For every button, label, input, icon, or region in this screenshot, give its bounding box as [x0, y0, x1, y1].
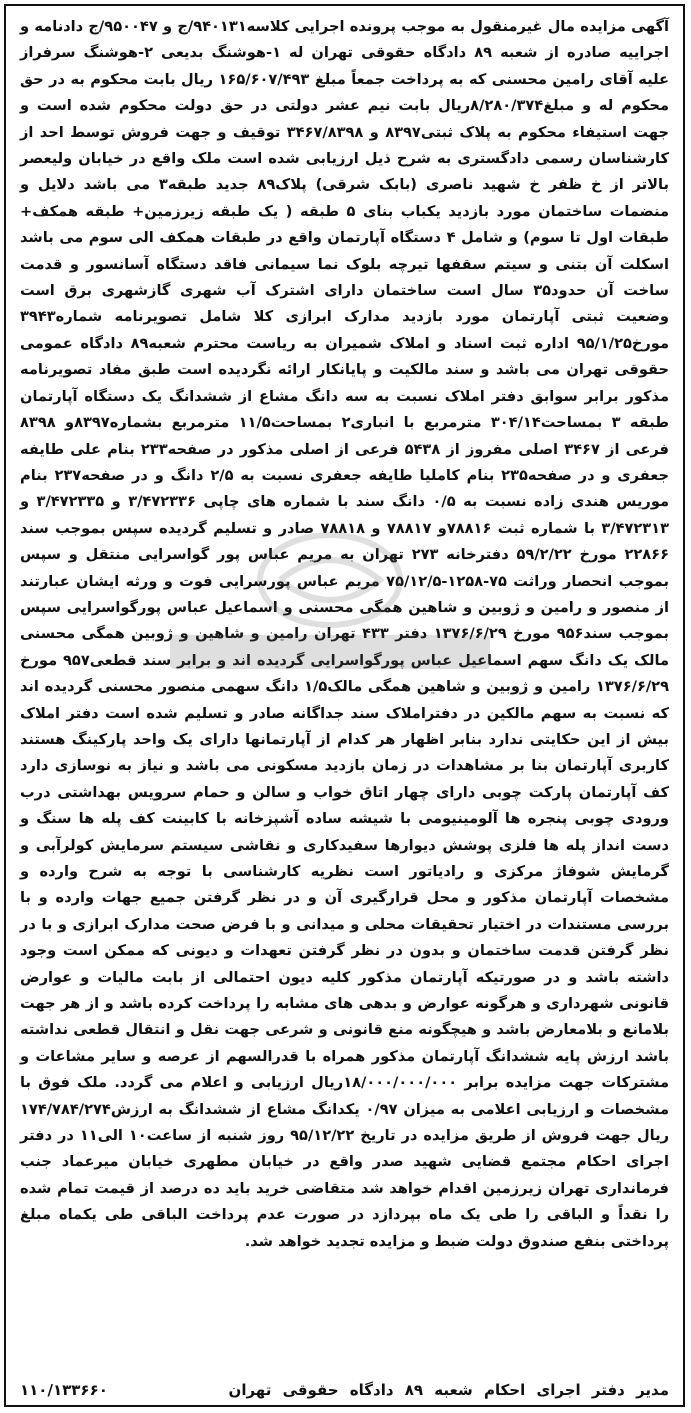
- notice-footer: [20, 1381, 669, 1399]
- notice-code: ۱۱۰/۱۳۳۶۶۰: [20, 1381, 108, 1399]
- notice-frame: [4, 4, 685, 1407]
- notice-body: آگهی مزایده مال غیرمنقول به موجب پرونده اجرایی کلاسه۹۴۰۱۳۱/ج و ۹۵۰۰۴۷/ج دادنامه و اجراییه صادره از شعبه ۸۹ دادگاه حقوقی تهران له ۱-هوشنگ بدیعی ۲-هوشنگ سرفراز علیه آقای رامین محسنی که به پرداخت جمعاً مبلغ ۱۶۵/۶۰۷/۴۹۳ ریال بابت محکوم به در حق محکوم له و مبلغ۸/۲۸۰/۳۷۴ریال بابت نیم عشر دولتی در حق دولت محکوم شده است و جهت استیفاء محکوم به پلاک ثبتی۸۳۹۷ و ۳۴۶۷/۸۳۹۸ توقیف و جهت فروش توسط احد از کارشناسان رسمی دادگستری به شرح ذیل ارزیابی شده است ملک واقع در خیابان ولیعصر بالاتر از خ ظفر خ شهید ناصری (بابک شرقی) پلاک۸۹ جدید طبقه۳ می باشد دلایل و منضمات ساختمان مورد بازدید یکباب بنای ۵ طبقه ( یک طبقه زیرزمین+ طبقه همکف+ طبقات اول تا سوم) و شامل ۴ دستگاه آپارتمان واقع در طبقات همکف الی سوم می باشد اسکلت آن بتنی و سیتم سقفها تیرچه بلوک نما سیمانی فاقد دستگاه آسانسور و قدمت ساخت آن حدود۳۵ سال است ساختمان دارای اشترک آب شهری گازشهری برق است وضعیت ثبتی آپارتمان مورد بازدید مدارک ابرازی کلا شامل تصویرنامه شماره۳۹۴۳ مورخ۹۵/۱/۲۵ اداره ثبت اسناد و املاک شمیران به ریاست محترم شعبه۸۹ دادگاه عمومی حقوقی تهران می باشد و سند مالکیت و پایانکار ارائه نگردیده است طبق مفاد تصویرنامه مذکور برابر سوابق دفتر املاک نسبت به سه دانگ مشاع از ششدانگ یک دستگاه آپارتمان طبقه ۳ بمساحت۳۰۴/۱۴ مترمربع با انباری۲ بمساحت۱۱/۵ مترمربع بشماره۸۳۹۷و ۸۳۹۸ فرعی از ۳۴۶۷ اصلی مفروز از ۵۴۳۸ فرعی از اصلی مذکور در صفحه۲۳۳ بنام علی طایفه جعفری و در صفحه۲۳۵ بنام کاملیا طایفه جعفری نسبت به ۲/۵ دانگ و در صفحه۲۳۷ بنام موریس هندی زاده نسبت به ۰/۵ دانگ سند با شماره های چاپی ۳/۴۷۲۳۳۶ و ۳/۴۷۲۳۳۵ و ۳/۴۷۲۳۱۳ با شماره ثبت ۷۸۸۱۶و ۷۸۸۱۷ و ۷۸۸۱۸ صادر و تسلیم گردیده سپس بموجب سند ۲۲۸۶۶ مورخ ۵۹/۲/۲۲ دفترخانه ۲۷۳ تهران به مریم عباس پور گواسرایی منتقل و سپس بموجب انحصار وراثت ۷۵-۱۲۵۸-۷۵/۱۲/۵ مریم عباس پورسرایی فوت و ورثه ایشان عبارتند از منصور و رامین و ژوبین و شاهین همگی محسنی و اسماعیل عباس پورگواسرایی سپس بموجب سند۹۵۶ مورخ ۱۳۷۶/۶/۲۹ دفتر ۴۳۳ تهران رامین و شاهین و ژوبین همگی محسنی مالک یک دانگ سهم اسماعیل عباس پورگواسرایی گردیده اند و برابر سند قطعی۹۵۷ مورخ ۱۳۷۶/۶/۲۹ رامین و ژوبین و شاهین همگی مالک۱/۵ دانگ سهمی منصور محسنی گردیده اند که نسبت به سهم مالکین در دفتراملاک سند جداگانه صادر و تسلیم شده است دفتر املاک بیش از این حکایتی ندارد بنابر اظهار هر کدام از آپارتمانها دارای یک واحد پارکینگ هستند کاربری آپارتمان بنا بر مشاهدات در زمان بازدید مسکونی می باشد و نیاز به نوسازی دارد کف آپارتمان پارکت چوبی دارای چهار اتاق خواب و سالن و حمام سرویس بهداشتی درب ورودی چوبی پنجره ها آلومینیومی با شیشه ساده آشپزخانه با کابینت کف پله ها سنگ و دست انداز پله ها فلزی پوشش دیوارها سفیدکاری و نقاشی سیستم سرمایش کولرآبی و گرمایش شوفاژ مرکزی و رادیاتور است نظریه کارشناسی با توجه به شرح وارده و مشخصات آپارتمان مذکور و محل قرارگیری آن و در نظر گرفتن جمیع جهات وارده و با بررسی مستندات در اختیار تحقیقات محلی و میدانی و با فرض صحت مدارک ابرازی و با در نظر گرفتن قدمت ساختمان و بدون در نظر گرفتن تعهدات و دیونی که ممکن است وجود داشته باشد و در صورتیکه آپارتمان مذکور کلیه دیون احتمالی از بابت مالیات و عوارض قانونی شهرداری و هرگونه عوارض و بدهی های مشابه را پرداخت کرده باشد و از هر جهت بلامانع و بلامعارض باشد و هیچگونه منع قانونی و شرعی جهت نقل و انتقال قطعی نداشته باشد ارزش پایه ششدانگ آپارتمان مذکور همراه با قدرالسهم از عرصه و سایر مشاعات و مشترکات جهت مزایده برابر ۱۸/۰۰۰/۰۰۰/۰۰۰ریال ارزیابی و اعلام می گردد. ملک فوق با مشخصات و ارزیابی اعلامی به میزان ۰/۹۷ یکدانگ مشاع از ششدانگ به ارزش۱۷۴/۷۸۴/۲۷۴ ریال جهت فروش از طریق مزایده در تاریخ ۹۵/۱۲/۲۲ روز شنبه از ساعت۱۰ الی۱۱ در دفتر اجرای احکام مجتمع قضایی شهید صدر واقع در خیابان مطهری خیابان میرعماد جنب فرمانداری تهران زیرزمین اقدام خواهد شد متقاضی خرید باید ده درصد از قیمت تمام شده را نقداً و الباقی را طی یک ماه بپردازد در صورت عدم پرداخت الباقی طی یکماه مبلغ پرداختی بنفع صندوق دولت ضبط و مزایده تجدید خواهد شد.: [20, 18, 670, 1250]
- notice-signature: مدیر دفتر اجرای احکام شعبه ۸۹ دادگاه حقوقی تهران: [228, 1381, 669, 1399]
